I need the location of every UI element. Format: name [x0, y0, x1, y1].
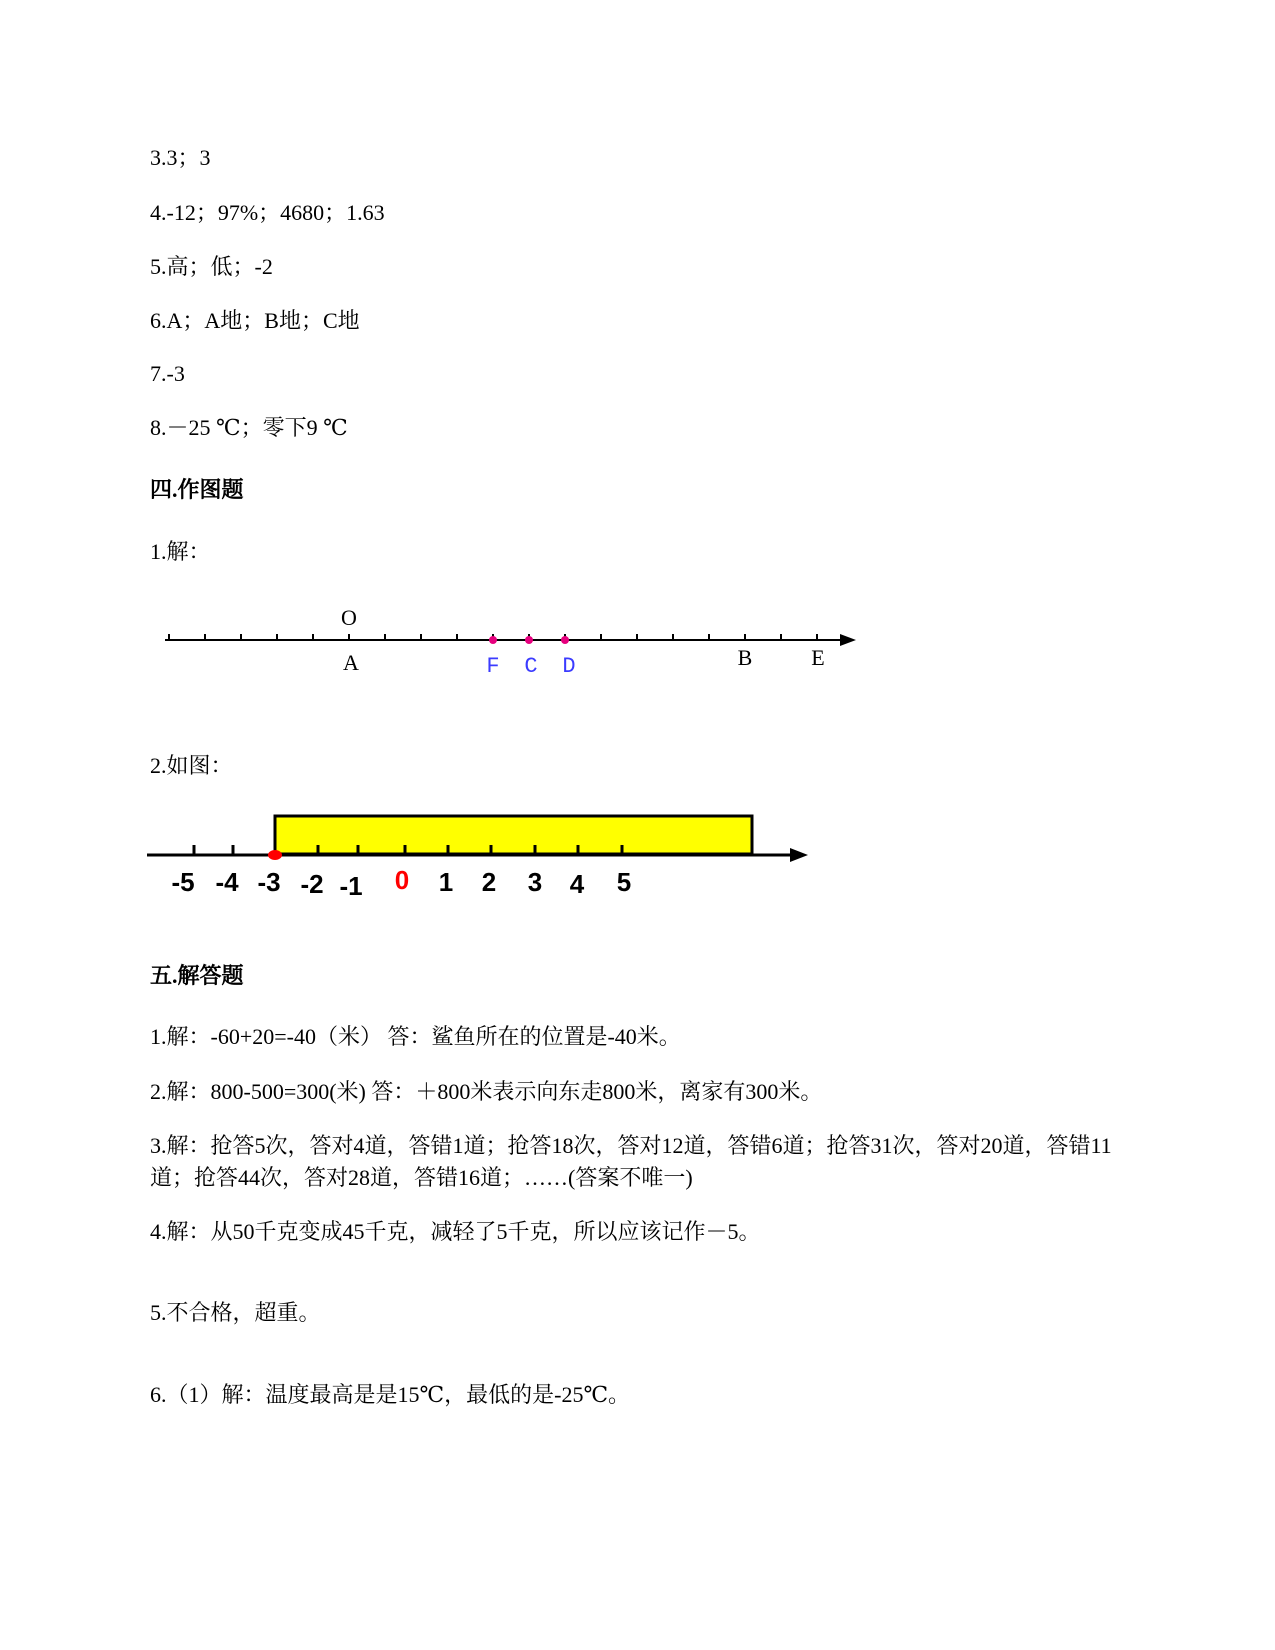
- label-A: A: [343, 650, 359, 675]
- section-5-item-5: 5.不合格，超重。: [150, 1300, 321, 1325]
- number-line-1: [0, 605, 1275, 685]
- tick-label-2: 2: [481, 867, 497, 897]
- section-5-item-1: 1.解：-60+20=-40（米） 答：鲨鱼所在的位置是-40米。: [150, 1024, 681, 1049]
- section-4-item-2: 2.如图：: [150, 753, 233, 778]
- label-C: C: [524, 654, 538, 679]
- section-5-item-3: 3.解：抢答5次，答对4道，答错1道；抢答18次，答对12道，答错6道；抢答31次，答对20道，答错11道；抢答44次，答对28道，答错16道；……(答案不唯一): [150, 1133, 1112, 1190]
- number-line-2: [0, 805, 1275, 915]
- label-D: D: [562, 654, 576, 679]
- label-E: E: [811, 645, 825, 670]
- tick-label-zero: 0: [394, 865, 410, 895]
- label-O: O: [341, 605, 357, 630]
- section-5-item-4: 4.解：从50千克变成45千克，减轻了5千克，所以应该记作－5。: [150, 1219, 761, 1244]
- answer-5: 5.高；低；-2: [150, 254, 273, 279]
- section-5-item-2: 2.解：800-500=300(米) 答：＋800米表示向东走800米，离家有300米。: [150, 1079, 823, 1104]
- tick-label-5: 5: [616, 867, 632, 897]
- start-point-dot: [268, 850, 282, 860]
- tick-label-neg5: -5: [171, 867, 195, 897]
- number-line-1-arrow: [840, 634, 856, 646]
- label-B: B: [737, 645, 753, 670]
- tick-label-neg3: -3: [257, 867, 281, 897]
- highlight-region: [275, 816, 752, 854]
- section-4-heading: 四.作图题: [150, 477, 244, 502]
- tick-label-4: 4: [569, 869, 585, 899]
- section-5-item-6: 6.（1）解：温度最高是是15℃，最低的是-25℃。: [150, 1382, 631, 1407]
- answer-6: 6.A；A地；B地；C地: [150, 308, 360, 333]
- point-C: [525, 636, 533, 644]
- section-5-heading: 五.解答题: [150, 963, 244, 988]
- tick-label-3: 3: [527, 867, 543, 897]
- answer-3: 3.3；3: [150, 145, 211, 170]
- answer-8: 8.－25 ℃；零下9 ℃: [150, 415, 348, 440]
- point-D: [561, 636, 569, 644]
- answer-4: 4.-12；97%；4680；1.63: [150, 200, 385, 225]
- answer-7: 7.-3: [150, 361, 185, 386]
- section-4-item-1: 1.解：: [150, 539, 211, 564]
- tick-label-neg2: -2: [300, 869, 324, 899]
- point-F: [489, 636, 497, 644]
- tick-label-1: 1: [438, 867, 454, 897]
- label-F: F: [486, 654, 500, 679]
- tick-label-neg4: -4: [215, 867, 239, 897]
- number-line-2-arrow: [790, 848, 808, 862]
- tick-label-neg1: -1: [339, 871, 363, 901]
